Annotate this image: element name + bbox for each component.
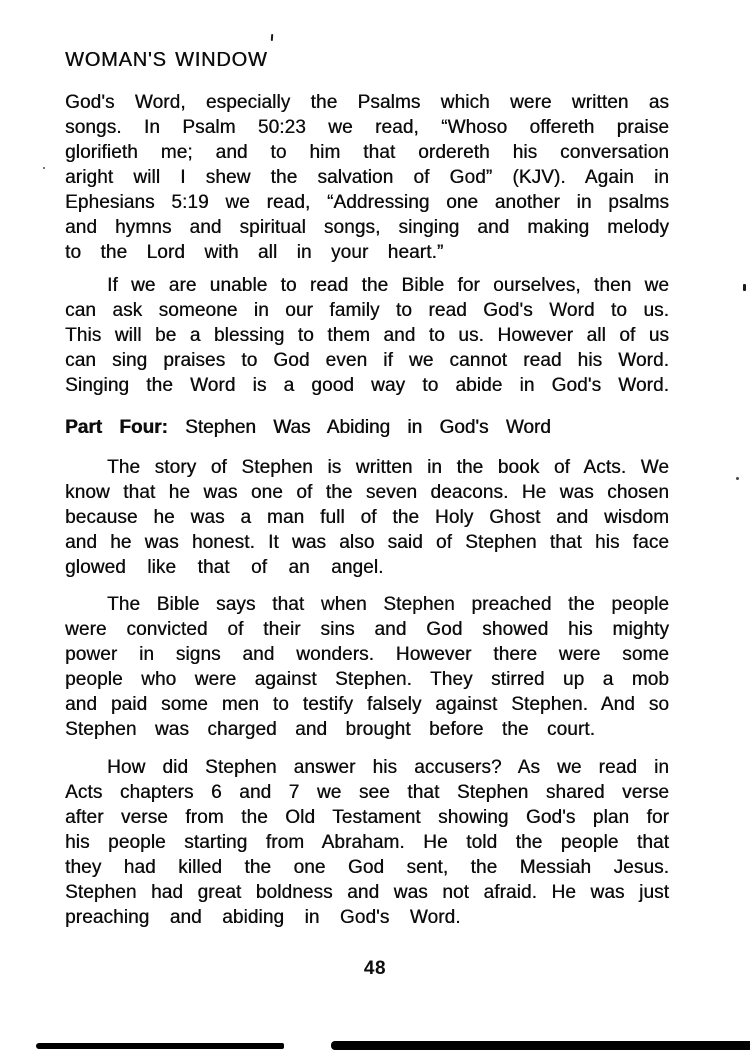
text-line: The story of Stephen is written in the book of Acts. We (107, 457, 669, 478)
scan-speck (43, 167, 45, 169)
text-line: glorifieth me; and to him that ordereth his conversation (65, 142, 669, 163)
scan-speck (271, 34, 273, 41)
section-heading-title: Stephen Was Abiding in God's Word (167, 417, 551, 438)
text-line: and he was honest. It was also said of Stephen that his face (65, 532, 669, 553)
text-line: to the Lord with all in your heart.” (65, 242, 444, 263)
text-line: can sing praises to God even if we cannot read his Word. (65, 350, 669, 371)
paragraph-4 (65, 592, 669, 742)
text-line: power in signs and wonders. However there were some (65, 644, 669, 665)
text-line: Stephen had great boldness and was not afraid. He was just (65, 882, 669, 903)
text-line: Stephen was charged and brought before the court. (65, 719, 596, 740)
text-line: preaching and abiding in God's Word. (65, 907, 461, 928)
paragraph-3 (65, 455, 669, 580)
text-line: Ephesians 5:19 we read, “Addressing one another in psalms (65, 192, 669, 213)
text-line: Acts chapters 6 and 7 we see that Stephen shared verse (65, 782, 669, 803)
text-line: songs. In Psalm 50:23 we read, “Whoso offereth praise (65, 117, 669, 138)
text-line: know that he was one of the seven deacons. He was chosen (65, 482, 669, 503)
text-line: God's Word, especially the Psalms which were written as (65, 92, 669, 113)
running-header: WOMAN'S WINDOW (65, 49, 268, 71)
text-line: glowed like that of an angel. (65, 557, 384, 578)
scan-speck (736, 477, 739, 480)
text-line: The Bible says that when Stephen preached the people (107, 594, 669, 615)
text-line: How did Stephen answer his accusers? As we read in (107, 757, 669, 778)
text-line: and hymns and spiritual songs, singing and making melody (65, 217, 669, 238)
text-line: they had killed the one God sent, the Messiah Jesus. (65, 857, 669, 878)
text-line: because he was a man full of the Holy Ghost and wisdom (65, 507, 669, 528)
paragraph-2 (65, 273, 669, 398)
text-line: If we are unable to read the Bible for ourselves, then we (107, 275, 669, 296)
text-line: and paid some men to testify falsely against Stephen. And so (65, 694, 669, 715)
text-line: This will be a blessing to them and to us. However all of us (65, 325, 669, 346)
scan-edge-artifact (331, 1041, 750, 1050)
section-heading (65, 415, 669, 440)
text-line: Singing the Word is a good way to abide in God's Word. (65, 375, 669, 396)
text-line: were convicted of their sins and God showed his mighty (65, 619, 669, 640)
text-line: his people starting from Abraham. He told the people that (65, 832, 669, 853)
page-number: 48 (363, 958, 387, 979)
scan-edge-artifact (36, 1043, 284, 1049)
paragraph-1 (65, 90, 669, 265)
section-heading-label: Part Four: (65, 417, 168, 438)
paragraph-5 (65, 755, 669, 930)
scan-speck (743, 284, 746, 291)
text-line: can ask someone in our family to read God's Word to us. (65, 300, 669, 321)
text-line: after verse from the Old Testament showing God's plan for (65, 807, 669, 828)
text-line: aright will I shew the salvation of God” (KJV). Again in (65, 167, 669, 188)
text-line: people who were against Stephen. They stirred up a mob (65, 669, 669, 690)
